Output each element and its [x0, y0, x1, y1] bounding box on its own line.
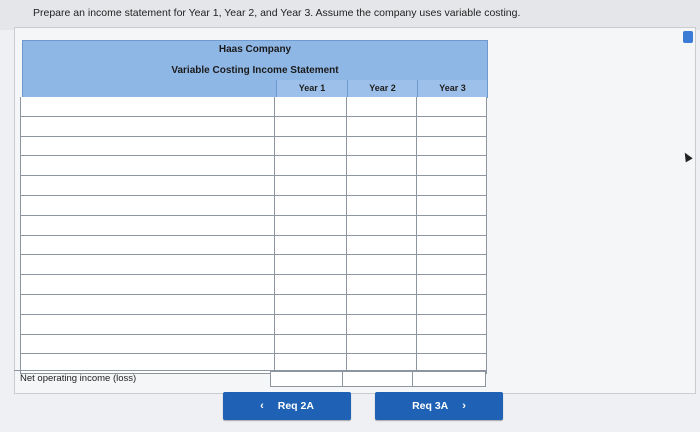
table-row: [21, 275, 487, 295]
table-row: [21, 255, 487, 275]
amount-cell[interactable]: [347, 97, 417, 116]
amount-input[interactable]: [275, 157, 352, 176]
line-item-input[interactable]: [21, 177, 280, 196]
amount-cell[interactable]: [275, 236, 347, 255]
amount-cell[interactable]: [347, 275, 417, 294]
amount-input[interactable]: [347, 157, 422, 176]
amount-input[interactable]: [347, 216, 422, 235]
prev-req-label: Req 2A: [277, 400, 314, 412]
column-header-year-1: Year 1: [276, 80, 347, 97]
amount-input[interactable]: [347, 256, 422, 275]
amount-input[interactable]: [417, 296, 492, 315]
amount-input[interactable]: [347, 236, 422, 255]
table-row: [21, 196, 487, 216]
amount-input[interactable]: [347, 296, 422, 315]
amount-input[interactable]: [347, 137, 422, 156]
amount-cell[interactable]: [417, 117, 487, 136]
amount-cell[interactable]: [417, 137, 487, 156]
line-item-label-cell[interactable]: [21, 335, 275, 354]
line-item-label-cell[interactable]: [21, 137, 275, 156]
amount-input[interactable]: [275, 98, 352, 117]
amount-input[interactable]: [275, 177, 352, 196]
amount-cell[interactable]: [417, 295, 487, 314]
amount-input[interactable]: [417, 236, 492, 255]
amount-cell[interactable]: [347, 335, 417, 354]
amount-cell[interactable]: [275, 196, 347, 215]
amount-cell[interactable]: [417, 216, 487, 235]
income-statement-grid: [20, 97, 487, 374]
net-income-year-2[interactable]: [342, 371, 413, 387]
next-req-label: Req 3A: [412, 400, 449, 412]
amount-input[interactable]: [417, 256, 492, 275]
amount-input[interactable]: [417, 157, 492, 176]
amount-input[interactable]: [275, 117, 352, 136]
amount-input[interactable]: [275, 315, 352, 334]
line-item-label-cell[interactable]: [21, 236, 275, 255]
amount-cell[interactable]: [417, 255, 487, 274]
line-item-label-cell[interactable]: [21, 97, 275, 116]
amount-cell[interactable]: [417, 176, 487, 195]
amount-input[interactable]: [417, 98, 492, 117]
company-name: Haas Company: [218, 44, 292, 55]
amount-cell[interactable]: [417, 156, 487, 175]
line-item-label-cell[interactable]: [21, 156, 275, 175]
line-item-input[interactable]: [21, 256, 280, 275]
amount-input[interactable]: [417, 177, 492, 196]
amount-input[interactable]: [275, 335, 352, 354]
table-row: [21, 137, 487, 157]
table-row: [21, 97, 487, 117]
table-row: [21, 315, 487, 335]
net-income-label: Net operating income (loss): [20, 373, 137, 384]
amount-cell[interactable]: [275, 275, 347, 294]
amount-cell[interactable]: [417, 275, 487, 294]
amount-cell[interactable]: [275, 315, 347, 334]
amount-cell[interactable]: [347, 315, 417, 334]
net-income-row: [14, 370, 486, 387]
chevron-left-icon: ‹: [260, 400, 264, 412]
line-item-input[interactable]: [21, 98, 280, 117]
amount-input[interactable]: [347, 335, 422, 354]
amount-input[interactable]: [347, 197, 422, 216]
line-item-label-cell[interactable]: [21, 216, 275, 235]
amount-input[interactable]: [275, 296, 352, 315]
table-row: [21, 236, 487, 256]
amount-cell[interactable]: [417, 97, 487, 116]
amount-cell[interactable]: [347, 216, 417, 235]
table-row: [21, 295, 487, 315]
chevron-right-icon: ›: [462, 400, 466, 412]
net-income-year-1[interactable]: [270, 371, 343, 387]
amount-cell[interactable]: [275, 97, 347, 116]
amount-input[interactable]: [347, 117, 422, 136]
amount-cell[interactable]: [275, 255, 347, 274]
amount-input[interactable]: [417, 216, 492, 235]
table-row: [21, 335, 487, 355]
table-row: [21, 176, 487, 196]
amount-cell[interactable]: [275, 137, 347, 156]
amount-cell[interactable]: [275, 295, 347, 314]
line-item-input[interactable]: [21, 157, 280, 176]
amount-input[interactable]: [347, 177, 422, 196]
next-req-button[interactable]: [375, 392, 503, 420]
amount-input[interactable]: [417, 197, 492, 216]
amount-input[interactable]: [417, 137, 492, 156]
line-item-input[interactable]: [21, 236, 280, 255]
line-item-label-cell[interactable]: [21, 117, 275, 136]
net-income-year-3[interactable]: [412, 371, 486, 387]
column-header-year-3: Year 3: [417, 80, 487, 97]
amount-input[interactable]: [417, 315, 492, 334]
column-header-year-2: Year 2: [347, 80, 417, 97]
line-item-label-cell[interactable]: [21, 196, 275, 215]
amount-input[interactable]: [347, 98, 422, 117]
amount-cell[interactable]: [275, 117, 347, 136]
amount-cell[interactable]: [347, 156, 417, 175]
amount-cell[interactable]: [347, 295, 417, 314]
corner-marker: [683, 31, 693, 43]
line-item-label-cell[interactable]: [21, 295, 275, 314]
amount-input[interactable]: [417, 276, 492, 295]
amount-cell[interactable]: [347, 255, 417, 274]
line-item-input[interactable]: [21, 276, 280, 295]
line-item-input[interactable]: [21, 197, 280, 216]
line-item-input[interactable]: [21, 216, 280, 235]
statement-title: Variable Costing Income Statement: [171, 65, 339, 76]
line-item-input[interactable]: [21, 296, 280, 315]
line-item-label-cell[interactable]: [21, 275, 275, 294]
line-item-label-cell[interactable]: [21, 255, 275, 274]
line-item-input[interactable]: [21, 335, 280, 354]
amount-input[interactable]: [347, 276, 422, 295]
prev-req-button[interactable]: [223, 392, 351, 420]
amount-input[interactable]: [275, 276, 352, 295]
amount-input[interactable]: [417, 335, 492, 354]
amount-cell[interactable]: [347, 196, 417, 215]
amount-input[interactable]: [275, 236, 352, 255]
table-row: [21, 117, 487, 137]
table-row: [21, 216, 487, 236]
amount-cell[interactable]: [417, 315, 487, 334]
line-item-input[interactable]: [21, 315, 280, 334]
instruction-text: Prepare an income statement for Year 1, Year 2, and Year 3. Assume the company uses variable costing.: [33, 7, 521, 19]
line-item-label-cell[interactable]: [21, 176, 275, 195]
amount-input[interactable]: [347, 315, 422, 334]
line-item-input[interactable]: [21, 137, 280, 156]
amount-cell[interactable]: [417, 196, 487, 215]
amount-input[interactable]: [417, 117, 492, 136]
amount-cell[interactable]: [417, 335, 487, 354]
amount-input[interactable]: [275, 216, 352, 235]
amount-cell[interactable]: [347, 137, 417, 156]
table-row: [21, 156, 487, 176]
amount-cell[interactable]: [347, 236, 417, 255]
amount-cell[interactable]: [275, 176, 347, 195]
amount-cell[interactable]: [275, 156, 347, 175]
amount-input[interactable]: [275, 137, 352, 156]
amount-input[interactable]: [275, 197, 352, 216]
amount-cell[interactable]: [347, 176, 417, 195]
line-item-label-cell[interactable]: [21, 315, 275, 334]
amount-input[interactable]: [275, 256, 352, 275]
amount-cell[interactable]: [417, 236, 487, 255]
amount-cell[interactable]: [275, 335, 347, 354]
line-item-input[interactable]: [21, 117, 280, 136]
amount-cell[interactable]: [347, 117, 417, 136]
amount-cell[interactable]: [275, 216, 347, 235]
